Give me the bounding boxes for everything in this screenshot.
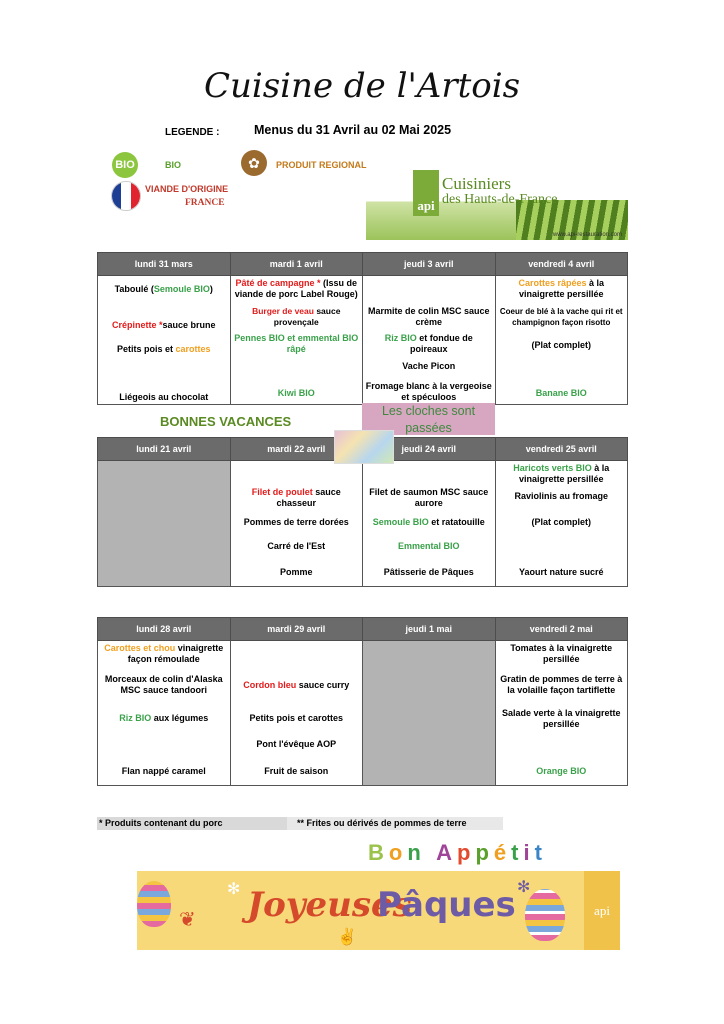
day-header: mardi 29 avril (230, 618, 363, 641)
menu-item: Pont l'évêque AOP (256, 739, 337, 749)
menu-cell (230, 461, 363, 587)
menu-cell (98, 641, 231, 786)
menu-item: Morceaux de colin d'Alaska MSC sauce tandoori (104, 674, 223, 695)
easter-eggs-photo (334, 430, 394, 464)
menu-item: (Plat complet) (531, 340, 591, 350)
easter-egg-icon (525, 889, 565, 941)
menu-cell (230, 641, 363, 786)
menu-cell (495, 276, 628, 405)
day-header: vendredi 25 avril (495, 438, 628, 461)
legend-label: LEGENDE : (165, 127, 220, 138)
legend-viande-label-2: FRANCE (185, 198, 225, 208)
page-title: Cuisine de l'Artois (203, 66, 521, 106)
menu-item: Liégeois au chocolat (119, 392, 209, 402)
menu-item: Semoule BIO et ratatouille (372, 517, 485, 527)
menu-table-week1 (97, 252, 628, 405)
logo-line2: des Hauts-de-France (442, 192, 558, 207)
branch-icon: ❦ (179, 909, 196, 931)
api-mark: api (584, 871, 620, 950)
menu-item: Pâtisserie de Pâques (383, 567, 474, 577)
menu-item: Petits pois et carottes (249, 713, 344, 723)
footnote-porc: * Produits contenant du porc (97, 817, 289, 830)
menu-item: Kiwi BIO (277, 388, 315, 398)
easter-word-joyeuses: Joyeuses (247, 885, 412, 925)
menu-item: Burger de veau sauce provençale (252, 306, 341, 327)
menu-item: Salade verte à la vinaigrette persillée (501, 708, 621, 729)
easter-bells-banner: Les cloches sont passées (362, 403, 495, 435)
bio-icon: BIO (112, 152, 138, 178)
menu-cell (363, 276, 496, 405)
day-header: jeudi 1 mai (363, 618, 496, 641)
menu-cell-empty (98, 461, 231, 587)
day-header: jeudi 3 avril (363, 253, 496, 276)
menu-cell (98, 276, 231, 405)
menu-item: Fromage blanc à la vergeoise et spéculoos (365, 381, 492, 402)
legend-bio-label: BIO (165, 160, 182, 170)
menu-item: Filet de poulet sauce chasseur (251, 487, 341, 508)
menu-item: Cordon bleu sauce curry (243, 680, 350, 690)
api-logo (366, 170, 628, 240)
menu-item: Taboulé (Semoule BIO) (114, 284, 213, 294)
bunny-icon: ✌ (337, 929, 357, 946)
menu-item: Orange BIO (536, 766, 587, 776)
holiday-banner: BONNES VACANCES (160, 414, 292, 429)
menu-item: Filet de saumon MSC sauce aurore (369, 487, 489, 508)
menu-cell (495, 641, 628, 786)
menu-item: Pâté de campagne * (Issu de viande de porc Label Rouge) (234, 278, 358, 299)
menu-item: Crépinette *sauce brune (111, 320, 216, 330)
flower-icon: ✻ (227, 881, 241, 898)
menu-item: Carottes et chou vinaigrette façon rémoulade (104, 643, 224, 664)
menu-item: Carottes râpées à la vinaigrette persillée (518, 278, 605, 299)
legend-viande-label: VIANDE D'ORIGINE (145, 184, 229, 194)
day-header: jeudi 24 avril (363, 438, 496, 461)
menu-item: Fruit de saison (264, 766, 329, 776)
menu-item: Pomme (279, 567, 313, 577)
day-header: mardi 1 avril (230, 253, 363, 276)
menu-item: Carré de l'Est (267, 541, 326, 551)
menu-cell (495, 461, 628, 587)
menu-item: Riz BIO aux légumes (119, 713, 209, 723)
menu-item: Tomates à la vinaigrette persillée (510, 643, 613, 664)
footnote-frites: ** Frites ou dérivés de pommes de terre (287, 817, 503, 830)
day-header: lundi 21 avril (98, 438, 231, 461)
day-header: lundi 31 mars (98, 253, 231, 276)
menu-cell-empty (363, 641, 496, 786)
menu-cell (363, 461, 496, 587)
menu-item: Pommes de terre dorées (243, 517, 349, 527)
legend-regional-label: PRODUIT REGIONAL (276, 160, 367, 170)
menu-item: Haricots verts BIO à la vinaigrette persillée (513, 463, 610, 484)
menu-item: Emmental BIO (397, 541, 460, 551)
french-flag-icon (111, 181, 141, 211)
easter-banner (137, 871, 620, 950)
menu-item: Petits pois et carottes (116, 344, 211, 354)
menu-table-week3 (97, 617, 628, 786)
menu-item: Raviolinis au fromage (514, 491, 609, 501)
logo-url: www.api-restauration.com (552, 232, 622, 238)
logo-line1: Cuisiniers (442, 174, 511, 193)
menu-item: Marmite de colin MSC sauce crème (367, 306, 490, 327)
menu-item: Yaourt nature sucré (518, 567, 604, 577)
menu-item: (Plat complet) (531, 517, 591, 527)
menu-item: Riz BIO et fondue de poireaux (384, 333, 473, 354)
day-header: lundi 28 avril (98, 618, 231, 641)
regional-product-icon: ✿ (241, 150, 267, 176)
bon-appetit-text: Bon Appétit (368, 840, 547, 865)
menu-item: Flan nappé caramel (121, 766, 206, 776)
menu-item: Vache Picon (402, 361, 456, 371)
easter-egg-icon (137, 881, 171, 927)
menu-period: Menus du 31 Avril au 02 Mai 2025 (254, 123, 452, 137)
menu-item: Gratin de pommes de terre à la volaille façon tartiflette (500, 674, 623, 695)
flower-icon: ✻ (517, 879, 531, 896)
menu-item: Banane BIO (535, 388, 587, 398)
day-header: vendredi 2 mai (495, 618, 628, 641)
menu-cell (230, 276, 363, 405)
day-header: mardi 22 avril (230, 438, 363, 461)
day-header: vendredi 4 avril (495, 253, 628, 276)
menu-item: Coeur de blé à la vache qui rit et champignon façon risotto (499, 307, 623, 327)
logo-api-mark: api (413, 170, 439, 216)
easter-word-paques: Pâques (377, 885, 516, 925)
menu-item: Pennes BIO et emmental BIO râpé (234, 333, 359, 354)
